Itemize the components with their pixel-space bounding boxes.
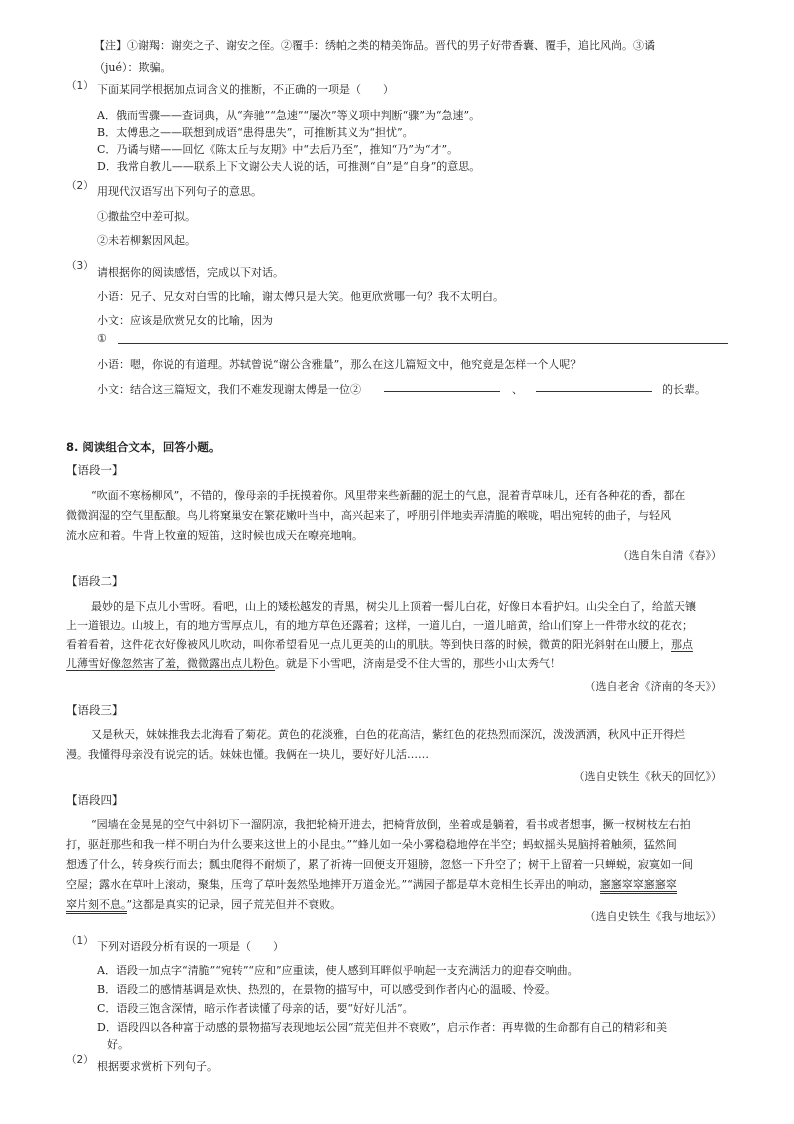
question-2-stem: 用现代汉语写出下列句子的意思。 bbox=[97, 185, 262, 198]
answer-mark-1: ① bbox=[97, 332, 107, 345]
subquestion-1-option-b: B．语段二的感情基调是欢快、热烈的，在景物的描写中，可以感受到作者内心的温暖、怜爱。 bbox=[97, 983, 557, 996]
dialogue-line-2: 小文：应该是欣赏兄女的比喻，因为 bbox=[97, 314, 273, 327]
answer-blank-3[interactable] bbox=[536, 391, 652, 392]
answer-blank-1[interactable] bbox=[118, 343, 728, 344]
passage-1-source: （选自朱自清《春》） bbox=[617, 549, 722, 562]
passage-1-line-2: 微微润湿的空气里酝酿。鸟儿将窠巢安在繁花嫩叶当中，高兴起来了，呼朋引伴地卖弄清脆的喉咙，唱出宛转的曲子，与轻风 bbox=[66, 509, 671, 522]
passage-4-line-5-text: ”这都是真实的记录，园子荒芜但并不衰败。 bbox=[126, 898, 342, 911]
passage-2-line-4 bbox=[66, 655, 561, 671]
subquestion-1-option-c: C．语段三饱含深情，暗示作者读懂了母亲的话，要“好好儿活”。 bbox=[97, 1002, 414, 1015]
passage-1-line-1: “吹面不寒杨柳风”，不错的，像母亲的手抚摸着你。风里带来些新翻的泥土的气息，混着青草味儿，还有各种花的香，都在 bbox=[91, 489, 686, 502]
passage-2-label: 【语段二】 bbox=[66, 574, 124, 588]
passage-4-line-2: 打，驱赶那些和我一样不明白为什么要来这世上的小昆虫。”“蜂儿如一朵小雾稳稳地停在半空；蚂蚁摇头晃脑捋着触须，猛然间 bbox=[66, 838, 677, 851]
passage-2-line-1: 最妙的是下点儿小雪呀。看吧，山上的矮松越发的青黑，树尖儿上顶着一髻儿白花，好像日本看护妇。山尖全白了，给蓝天镶 bbox=[91, 600, 696, 613]
passage-2-underlined-start: 那点 bbox=[671, 638, 693, 651]
answer-blank-2[interactable] bbox=[384, 391, 500, 392]
passage-2-line-3 bbox=[66, 636, 693, 652]
passage-3-source: （选自史铁生《秋天的回忆》） bbox=[573, 770, 722, 783]
question-1-option-d: D．我常自教儿——联系上下文谢公夫人说的话，可推测“自”是“自身”的意思。 bbox=[97, 160, 481, 173]
passage-2-source: （选自老舍《济南的冬天》） bbox=[584, 680, 722, 693]
subquestion-1-option-d-continued: 好。 bbox=[107, 1038, 129, 1051]
question-2-item-1: ①撒盐空中差可拟。 bbox=[97, 210, 196, 223]
subquestion-1-number: （1） bbox=[66, 935, 94, 947]
passage-4-source: （选自史铁生《我与地坛》） bbox=[584, 910, 722, 923]
passage-2-line-2: 上一道银边。山坡上，有的地方雪厚点儿，有的地方草色还露着；这样，一道儿白，一道儿暗黄，给山们穿上一件带水纹的花衣； bbox=[66, 619, 693, 632]
note-line-1: 【注】①谢羯：谢奕之子、谢安之侄。②覆手：绣帕之类的精美饰品。晋代的男子好带香囊、覆手，追比风尚。③谲 bbox=[94, 39, 655, 52]
question-3-stem: 请根据你的阅读感悟，完成以下对话。 bbox=[97, 266, 284, 279]
question-8-title: 8. 阅读组合文本，回答小题。 bbox=[66, 440, 221, 454]
question-2-item-2: ②未若柳絮因风起。 bbox=[97, 234, 196, 247]
passage-4-label: 【语段四】 bbox=[66, 793, 124, 807]
passage-4-underlined-end: 窣片刻不息。 bbox=[66, 898, 127, 914]
passage-1-label: 【语段一】 bbox=[66, 463, 124, 477]
passage-4-line-4 bbox=[66, 876, 677, 892]
subquestion-1-option-d: D．语段四以各种富于动感的景物描写表现地坛公园“荒芜但并不衰败”，启示作者：再卑微的生命都有自己的精彩和美 bbox=[97, 1021, 668, 1034]
dialogue-line-4-suffix: 的长辈。 bbox=[662, 383, 706, 396]
question-1-number: （1） bbox=[66, 80, 94, 92]
subquestion-1-option-a: A．语段一加点字“清脆”“宛转”“应和”应重读，使人感到耳畔似乎响起一支充满活力的迎春交响曲。 bbox=[97, 964, 579, 977]
passage-3-line-2: 漫。我懂得母亲没有说完的话。妹妹也懂。我俩在一块儿，要好好儿活…… bbox=[66, 748, 429, 761]
passage-3-line-1: 又是秋天，妹妹推我去北海看了菊花。黄色的花淡雅，白色的花高洁，紫红色的花热烈而深沉，泼泼洒洒，秋风中正开得烂 bbox=[91, 728, 685, 741]
dialogue-line-4-prefix: 小文：结合这三篇短文，我们不难发现谢太傅是一位② bbox=[97, 383, 361, 396]
question-1-stem: 下面某同学根据加点词含义的推断，不正确的一项是（ ） bbox=[97, 83, 394, 96]
passage-4-line-4-text: 空屋；露水在草叶上滚动，聚集，压弯了草叶轰然坠地摔开万道金光。”“满园子都是草木竞相生长弄出的响动， bbox=[66, 878, 600, 891]
question-1-option-a: A．俄而雪骤——查词典，从“奔驰”“急速”“屡次”等义项中判断“骤”为“急速”。 bbox=[97, 109, 481, 122]
passage-3-label: 【语段三】 bbox=[66, 703, 124, 717]
subquestion-1-stem: 下列对语段分析有误的一项是（ ） bbox=[97, 940, 284, 953]
question-2-number: （2） bbox=[66, 180, 94, 192]
question-1-option-c: C．乃谲与赌——回忆《陈太丘与友期》中“去后乃至”，推知“乃”为“才”。 bbox=[97, 143, 459, 156]
passage-1-line-3: 流水应和着。牛背上牧童的短笛，这时候也成天在嘹亮地响。 bbox=[66, 529, 363, 542]
dialogue-separator: 、 bbox=[512, 383, 523, 396]
passage-4-line-1: “园墙在金晃晃的空气中斜切下一溜阴凉，我把轮椅开进去，把椅背放倒，坐着或是躺着，看书或者想事，撅一杈树枝左右拍 bbox=[91, 818, 691, 831]
dialogue-line-3: 小语：嗯，你说的有道理。苏轼曾说“谢公含雅量”，那么在这儿篇短文中，他究竟是怎样一个人呢？ bbox=[97, 358, 582, 371]
note-line-2: （jué）：欺骗。 bbox=[94, 61, 172, 74]
dialogue-line-1: 小语：兄子、兄女对白雪的比喻，谢太傅只是大笑。他更欣赏哪一句？我不太明白。 bbox=[97, 290, 504, 303]
subquestion-2-number: （2） bbox=[66, 1054, 94, 1066]
passage-2-line-4-text: 。就是下小雪吧，济南是受不住大雪的，那些小山太秀气！ bbox=[275, 657, 561, 670]
passage-4-line-3: 想透了什么，转身疾行而去；瓢虫爬得不耐烦了，累了祈祷一回便支开翅膀，忽悠一下升空了；树干上留着一只蝉蜕，寂寞如一间 bbox=[66, 858, 693, 871]
passage-4-underlined-start: 窸窸窣窣窸窸窣 bbox=[600, 878, 677, 894]
subquestion-2-stem: 根据要求赏析下列句子。 bbox=[97, 1060, 218, 1073]
question-3-number: （3） bbox=[66, 260, 94, 272]
passage-2-underlined-sentence: 儿薄雪好像忽然害了羞，微微露出点儿粉色 bbox=[66, 657, 275, 670]
passage-2-line-3-text: 看着看着，这件花衣好像被风儿吹动，叫你希望看见一点儿更美的山的肌肤。等到快日落的时候，微黄的阳光斜射在山腰上， bbox=[66, 638, 671, 651]
question-1-option-b: B．太傅患之——联想到成语“患得患失”，可推断其义为“担忧”。 bbox=[97, 126, 414, 139]
passage-4-line-5 bbox=[66, 896, 341, 912]
